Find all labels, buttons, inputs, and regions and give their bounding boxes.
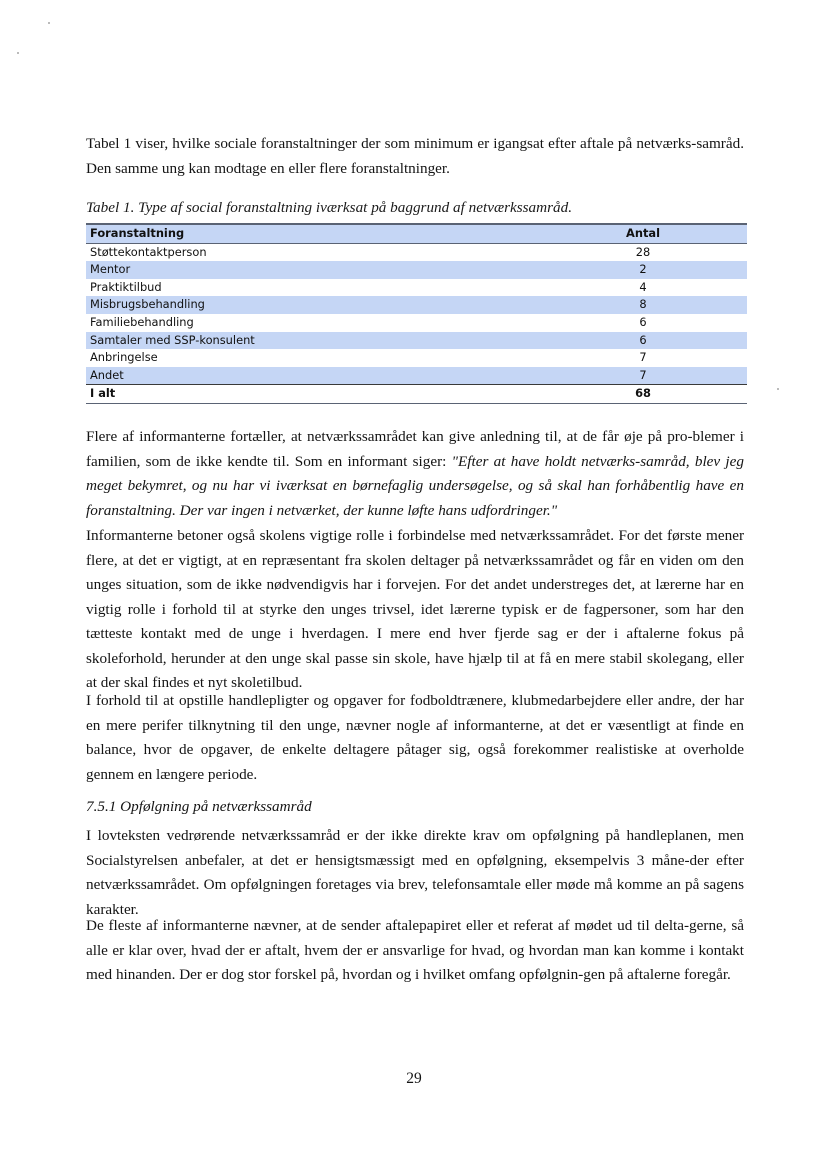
scan-speck — [17, 52, 19, 54]
row-value: 7 — [639, 350, 647, 365]
scan-speck — [48, 22, 50, 24]
table-row — [86, 314, 747, 332]
table-row — [86, 243, 747, 261]
paragraph-follow-up-practice: De fleste af informanterne nævner, at de sender aftalepapiret eller et referat af mødet ud til delta-gerne, så alle er klar over, hvad der er aftalt, hvem der er ansvarlige for hvad, og hvordan man kan komme i kontakt med hinanden. Der er dog stor forskel på, hvordan og i hvilket omfang opfølgnin-gen på aftalerne foregår. — [86, 917, 744, 983]
paragraph-text: Flere af informanterne fortæller, at netværkssamrådet kan give anledning til, at de får øje på pro-blemer i familien, som de ikke kendte til. Som en informant siger: — [86, 428, 744, 470]
row-label: Praktiktilbud — [90, 279, 162, 294]
table-row — [86, 279, 747, 297]
column-header-measure: Foranstaltning — [90, 226, 185, 240]
scan-speck — [777, 388, 779, 390]
table-caption: Tabel 1. Type af social foranstaltning iværksat på baggrund af netværkssamråd. — [86, 199, 573, 216]
table-header-row — [86, 224, 747, 243]
total-value: 68 — [635, 386, 651, 401]
row-value: 28 — [635, 244, 651, 259]
row-label: Mentor — [90, 262, 131, 277]
row-label: Støttekontaktperson — [90, 244, 207, 259]
column-header-count: Antal — [626, 226, 660, 240]
section-heading: 7.5.1 Opfølgning på netværkssamråd — [86, 798, 312, 815]
row-value: 4 — [639, 279, 647, 294]
page-number: 29 — [406, 1070, 422, 1087]
row-label: Andet — [90, 367, 124, 382]
row-value: 2 — [639, 262, 647, 277]
row-value: 6 — [639, 332, 647, 347]
paragraph-follow-up-law: I lovteksten vedrørende netværkssamråd er der ikke direkte krav om opfølgning på handleplanen, men Socialstyrelsen anbefaler, at det er hensigtsmæssigt med en opfølgning, eksempelvis 3 måne-der efter netværkssamrådet. Om opfølgningen foretages via brev, telefonsamtale eller møde må komme an på sagens karakter. — [86, 827, 744, 918]
informant-quote: "Efter at have holdt netværks-samråd, blev jeg meget bekymret, og nu har vi iværksat en børnefaglig undersøgelse, og så skal han forhåbentlig have en foranstaltning. Der var ingen i netværket, der kunne løfte hans udfordringer." — [86, 452, 744, 519]
table-row — [86, 349, 747, 367]
row-value: 7 — [639, 367, 647, 382]
row-value: 8 — [639, 297, 647, 312]
table-row — [86, 296, 747, 314]
intro-paragraph: Tabel 1 viser, hvilke sociale foranstaltninger der som minimum er igangsat efter aftale på netværks-samråd. Den samme ung kan modtage en eller flere foranstaltninger. — [86, 135, 744, 177]
paragraph-school-role: Informanterne betoner også skolens vigtige rolle i forbindelse med netværkssamrådet. For det første mener flere, at det er vigtigt, at en repræsentant fra skolen deltager på netværkssamrådet og får en viden om den unges situation, som de ikke nødvendigvis har i forvejen. For det andet understreges det, at lærerne har en vigtig rolle i forhold til at styrke den unges trivsel, idet lærerne typisk er de fagpersoner, som har den tætteste kontakt med de unge i hverdagen. I mere end hver fjerde sag er der i aftalerne fokus på skoleforhold, herunder at den unge skal passe sin skole, have hjælp til at få en mere stabil skolegang, eller at der skal findes et nyt skoletilbud. — [86, 527, 744, 691]
measures-table — [86, 223, 747, 404]
table-row — [86, 367, 747, 385]
row-label: Anbringelse — [90, 350, 158, 365]
row-label: Familiebehandling — [90, 314, 194, 329]
paragraph-peripheral-roles: I forhold til at opstille handlepligter og opgaver for fodboldtrænere, klubmedarbejdere eller andre, der har en mere perifer tilknytning til den unge, nævner nogle af informanterne, at det er væsentligt at finde en balance, hvor de opgaver, de enkelte deltagere påtager sig, også forekommer realistiske at overholde gennem en længere periode. — [86, 692, 744, 783]
table-row — [86, 332, 747, 350]
table-total-row — [86, 385, 747, 404]
row-value: 6 — [639, 314, 647, 329]
row-label: Misbrugsbehandling — [90, 297, 205, 312]
row-label: Samtaler med SSP-konsulent — [90, 332, 255, 347]
total-label: I alt — [90, 386, 116, 401]
table-row — [86, 261, 747, 279]
paragraph-informants-problems — [86, 425, 744, 523]
